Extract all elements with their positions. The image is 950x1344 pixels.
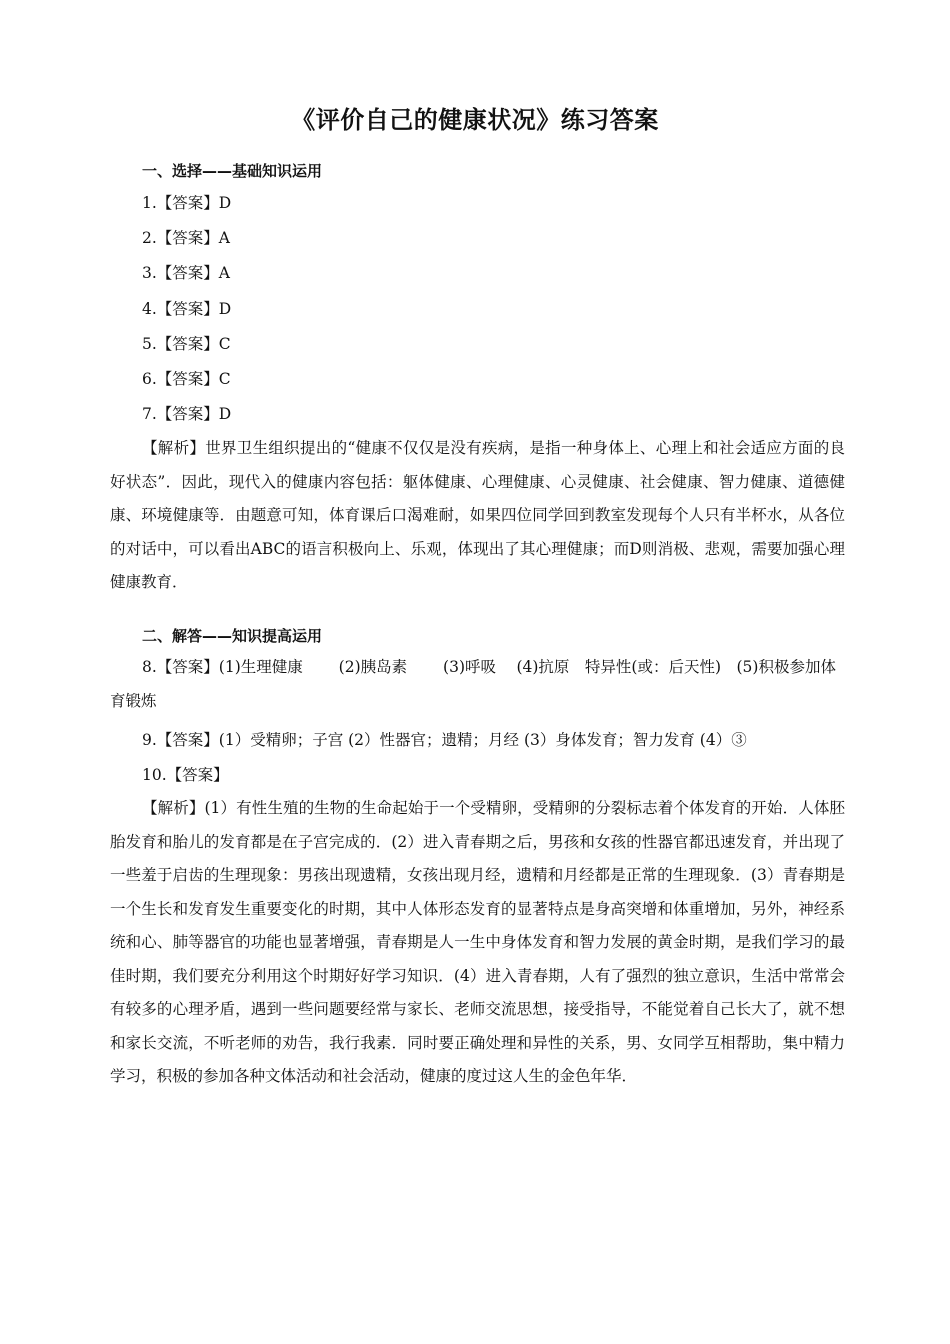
answer-item-10: 10.【答案】 <box>142 766 229 784</box>
analysis-paragraph-1: 【解析】世界卫生组织提出的“健康不仅仅是没有疾病，是指一种身体上、心理上和社会适应方面的良好状态”．因此，现代入的健康内容包括：躯体健康、心理健康、心灵健康、社会健康、智力健康、道德健康、环境健康等．由题意可知，体育课后口渴难耐，如果四位同学回到教室发现每个人只有半杯水，从各位的对话中，可以看出ABC的语言积极向上、乐观，体现出了其心理健康；而D则消极、悲观，需要加强心理健康教育． <box>110 439 845 591</box>
answer-item-5: 5.【答案】C <box>142 335 231 353</box>
answer-item-4: 4.【答案】D <box>142 300 232 318</box>
answer-item-6: 6.【答案】C <box>142 370 231 388</box>
analysis-paragraph-2: 【解析】(1）有性生殖的生物的生命起始于一个受精卵，受精卵的分裂标志着个体发育的开始．人体胚胎发育和胎儿的发育都是在子宫完成的．(2）进入青春期之后，男孩和女孩的性器官都迅速发育，并出现了一些羞于启齿的生理现象：男孩出现遗精，女孩出现月经，遗精和月经都是正常的生理现象．(3）青春期是一个生长和发育发生重要变化的时期，其中人体形态发育的显著特点是身高突增和体重增加，另外，神经系统和心、肺等器官的功能也显著增强，青春期是人一生中身体发育和智力发展的黄金时期，是我们学习的最佳时期，我们要充分利用这个时期好好学习知识．(4）进入青春期，人有了强烈的独立意识，生活中常常会有较多的心理矛盾，遇到一些问题要经常与家长、老师交流思想，接受指导，不能觉着自己长大了，就不想和家长交流，不听老师的劝告，我行我素．同时要正确处理和异性的关系，男、女同学互相帮助，集中精力学习，积极的参加各种文体活动和社会活动，健康的度过这人生的金色年华． <box>110 799 845 1085</box>
section-heading-choice: 一、选择——基础知识运用 <box>142 162 323 180</box>
page-title: 《评价自己的健康状况》练习答案 <box>291 105 659 134</box>
answer-item-9: 9.【答案】(1）受精卵；子宫 (2）性器官；遗精；月经 (3）身体发育；智力发育 (4）③ <box>142 731 747 749</box>
answer-item-7: 7.【答案】D <box>142 405 232 423</box>
answer-item-8: 8.【答案】(1)生理健康 (2)胰岛素 (3)呼吸 (4)抗原 特异性(或：后天性) (5)积极参加体育锻炼 <box>110 658 836 710</box>
answer-item-3: 3.【答案】A <box>142 264 230 282</box>
section-heading-answer: 二、解答——知识提高运用 <box>142 627 323 645</box>
answer-item-2: 2.【答案】A <box>142 229 230 247</box>
answer-item-1: 1.【答案】D <box>142 194 232 212</box>
